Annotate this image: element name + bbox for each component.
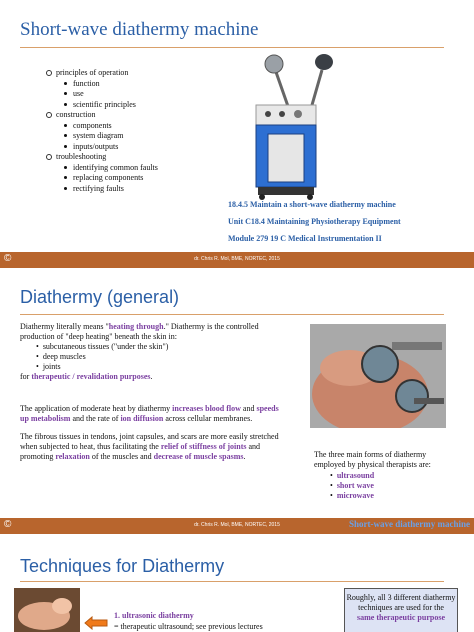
title-rule <box>20 314 444 315</box>
forms-box <box>314 450 454 501</box>
definition-paragraph: Diathermy literally means "heating through." Diathermy is the controlled production of "deep heating" beneath the skin in: <box>20 322 259 341</box>
purpose-line: for therapeutic / revalidation purposes. <box>20 372 153 381</box>
outline-subitem: components <box>56 121 244 132</box>
summary-box: Roughly, all 3 different diathermy techniques are used for the same therapeutic purpose <box>344 588 458 632</box>
dot-bullet-icon: • <box>330 471 337 480</box>
outline-sublist <box>56 163 244 195</box>
forms-intro: The three main forms of diathermy employed by physical therapists are: <box>314 450 431 469</box>
arrow-left-icon <box>84 616 108 630</box>
footer-author: dr. Chris R. Mol, BME, NORTEC, 2015 <box>194 522 280 528</box>
dot-bullet-icon: • <box>36 352 43 361</box>
ultrasound-photo <box>14 588 80 632</box>
title-rule <box>20 47 444 48</box>
diathermy-machine-image <box>238 50 338 200</box>
tissue-list <box>36 342 286 372</box>
copyright-symbol: © <box>4 253 12 264</box>
circle-bullet-icon <box>46 70 52 76</box>
dot-bullet-icon <box>64 134 67 137</box>
outline-sublist <box>56 121 244 153</box>
slide-2-body <box>20 322 286 462</box>
slide-2-footer <box>0 518 474 534</box>
outline-item-label: principles of operation <box>56 68 129 77</box>
dot-bullet-icon: • <box>330 491 337 500</box>
diathermy-form-item: • ultrasound <box>330 471 375 480</box>
dot-bullet-icon <box>64 103 67 106</box>
tissue-item: • deep muscles <box>36 352 86 361</box>
title-rule <box>20 581 444 582</box>
course-info <box>228 200 468 248</box>
copyright-symbol: © <box>4 519 12 530</box>
slide-3 <box>0 540 474 632</box>
outline-item <box>44 152 244 194</box>
outline-item-label: construction <box>56 110 96 119</box>
outline-subitem: scientific principles <box>56 100 244 111</box>
slide-1 <box>0 0 474 268</box>
outline-subitem: system diagram <box>56 131 244 142</box>
circle-bullet-icon <box>46 154 52 160</box>
outline-subitem: function <box>56 79 244 90</box>
highlight-heating-through: heating through <box>108 322 164 331</box>
technique-item <box>114 610 263 632</box>
dot-bullet-icon <box>64 187 67 190</box>
tissue-item: • joints <box>36 362 61 371</box>
slide-1-title: Short-wave diathermy machine <box>20 19 259 40</box>
footer-author: dr. Chris R. Mol, BME, NORTEC, 2015 <box>194 256 280 262</box>
outline-subitem: use <box>56 89 244 100</box>
outline-item <box>44 68 244 110</box>
topic-outline <box>44 68 244 194</box>
technique-desc: = therapeutic ultrasound; see previous lectures <box>114 622 263 631</box>
outline-subitem: rectifying faults <box>56 184 244 195</box>
dot-bullet-icon: • <box>330 481 337 490</box>
forms-list <box>330 471 454 501</box>
dot-bullet-icon <box>64 124 67 127</box>
dot-bullet-icon <box>64 92 67 95</box>
outline-subitem: inputs/outputs <box>56 142 244 153</box>
effects-paragraph: The application of moderate heat by diathermy increases blood flow and speeds up metabolism and the rate of ion diffusion across cellular membranes. <box>20 404 279 423</box>
highlight-same-purpose: same therapeutic purpose <box>357 613 445 622</box>
circle-bullet-icon <box>46 112 52 118</box>
diathermy-form-item: • microwave <box>330 491 374 500</box>
outline-subitem: replacing components <box>56 173 244 184</box>
tissue-paragraph: The fibrous tissues in tendons, joint capsules, and scars are more easily stretched when subjected to heat, thus facilitating the relief of stiffness of joints and promoting relaxation of the muscles and decrease of muscle spasms. <box>20 432 279 461</box>
slide-3-title: Techniques for Diathermy <box>20 556 225 576</box>
course-line-3: Module 279 19 C Medical Instrumentation II <box>228 234 382 243</box>
dot-bullet-icon: • <box>36 362 43 371</box>
shoulder-treatment-photo <box>310 324 446 428</box>
outline-subitem: identifying common faults <box>56 163 244 174</box>
footer-deck-title: Short-wave diathermy machine <box>349 519 470 529</box>
slide-2-title: Diathermy (general) <box>20 287 180 307</box>
dot-bullet-icon <box>64 145 67 148</box>
outline-sublist <box>56 79 244 111</box>
slide-1-footer <box>0 252 474 268</box>
tissue-item: • subcutaneous tissues ("under the skin") <box>36 342 169 351</box>
outline-item <box>44 110 244 152</box>
dot-bullet-icon: • <box>36 342 43 351</box>
highlight-purpose: therapeutic / revalidation purposes <box>31 372 151 381</box>
slide-2 <box>0 272 474 536</box>
outline-item-label: troubleshooting <box>56 152 107 161</box>
course-line-2: Unit C18.4 Maintaining Physiotherapy Equipment <box>228 217 401 226</box>
technique-title: 1. ultrasonic diathermy <box>114 611 194 620</box>
diathermy-form-item: • short wave <box>330 481 374 490</box>
course-line-1: 18.4.5 Maintain a short-wave diathermy machine <box>228 200 396 209</box>
dot-bullet-icon <box>64 166 67 169</box>
dot-bullet-icon <box>64 82 67 85</box>
dot-bullet-icon <box>64 176 67 179</box>
